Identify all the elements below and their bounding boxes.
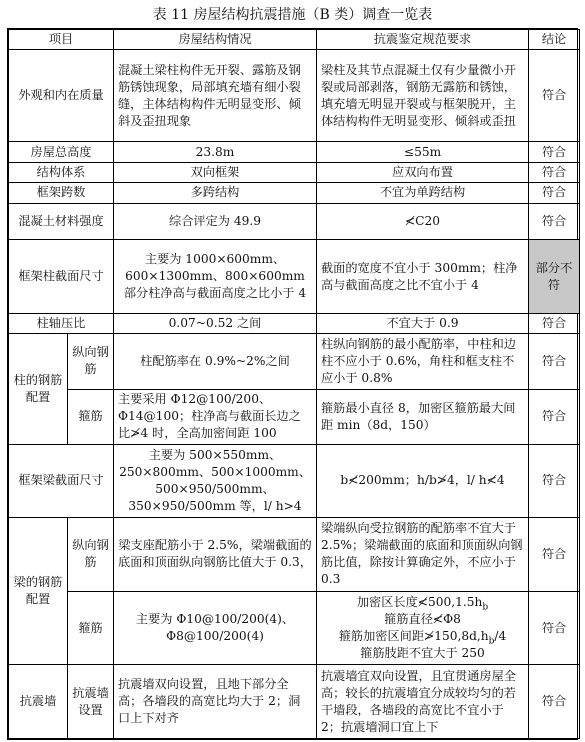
- row-result: 符合: [529, 203, 580, 240]
- table-title: 表 11 房屋结构抗震措施（B 类）调查一览表: [152, 7, 433, 23]
- row-subitem: 箍筋: [68, 591, 114, 665]
- row-status: 双向框架: [114, 162, 317, 182]
- table-row: [9, 162, 580, 182]
- row-group: 抗震墙: [9, 665, 68, 739]
- row-requirement: 抗震墙宜双向设置，且宜贯通房屋全高；较长的抗震墙宜分成较均匀的若干墙段，各墙段的高宽比不宜小于 2；抗震墙洞口宜上下: [317, 665, 529, 739]
- row-subitem: 纵向钢筋: [68, 334, 114, 389]
- table-row: [9, 444, 580, 518]
- header-status: 房屋结构情况: [114, 30, 317, 50]
- row-result: 符合: [529, 334, 580, 389]
- header-row: [9, 30, 580, 50]
- row-group: 梁的钢筋配置: [9, 518, 68, 665]
- row-requirement: 应双向布置: [317, 162, 529, 182]
- row-status: 主要为 1000×600mm、600×1300mm、800×600mm 部分柱净高与截面高度之比小于 4: [114, 240, 317, 314]
- row-status: 柱配筋率在 0.9%~2%之间: [114, 334, 317, 389]
- table-row: [9, 142, 580, 162]
- header-item: 项目: [9, 30, 114, 50]
- row-item: 房屋总高度: [9, 142, 114, 162]
- row-subitem: 纵向钢筋: [68, 518, 114, 592]
- req-line: 箍筋直径≮Φ8: [384, 612, 461, 627]
- row-status: 混凝土梁柱构件无开裂、露筋及钢筋锈蚀现象，局部填充墙有细小裂缝，主体结构构件无明显变形、倾斜及歪扭现象: [114, 50, 317, 142]
- table-row: [9, 518, 580, 592]
- row-requirement: [317, 591, 529, 665]
- table-row: [9, 334, 580, 389]
- row-requirement: 梁柱及其节点混凝土仅有少量微小开裂或局部剥落，钢筋无露筋和锈蚀，填充墙无明显开裂或与框架脱开，主体结构构件无明显变形、倾斜或歪扭: [317, 50, 529, 142]
- row-requirement: 不宜为单跨结构: [317, 183, 529, 203]
- row-status: 梁支座配筋小于 2.5%，梁端截面的底面和顶面纵向钢筋比值大于 0.3，: [114, 518, 317, 592]
- table-row: [9, 50, 580, 142]
- table-row: [9, 389, 580, 444]
- row-requirement: 截面的宽度不宜小于 300mm；柱净高与截面高度之比不宜小于 4: [317, 240, 529, 314]
- table-row: [9, 665, 580, 739]
- row-result: 符合: [529, 591, 580, 665]
- survey-table: [7, 28, 578, 740]
- row-item: 框架跨数: [9, 183, 114, 203]
- table-row: [9, 313, 580, 333]
- row-requirement: 梁端纵向受拉钢筋的配筋率不宜大于 2.5%；梁端截面的底面和顶面纵向钢筋比值，除按计算确定外，不应小于 0.3: [317, 518, 529, 592]
- row-result: 符合: [529, 665, 580, 739]
- req-line: 箍筋加密区间距$≯150,8d,h_b/4$: [338, 629, 507, 647]
- row-requirement: b≮200mm；h/b≯4，l/ h≮4: [317, 444, 529, 518]
- row-requirement: ≤55m: [317, 142, 529, 162]
- row-result: 符合: [529, 518, 580, 592]
- row-requirement: 柱纵向钢筋的最小配筋率，中柱和边柱不应小于 0.6%，角柱和框支柱不应小于 0.8%: [317, 334, 529, 389]
- row-result: 符合: [529, 142, 580, 162]
- row-group: 柱的钢筋配置: [9, 334, 68, 444]
- row-result: 符合: [529, 313, 580, 333]
- req-line: 加密区长度$≮500,1.5h_b$: [356, 595, 489, 613]
- row-status: 主要为 Φ10@100/200(4)、Φ8@100/200(4): [114, 591, 317, 665]
- row-subitem: 箍筋: [68, 389, 114, 444]
- table-row: [9, 183, 580, 203]
- row-result: 符合: [529, 389, 580, 444]
- row-status: 0.07~0.52 之间: [114, 313, 317, 333]
- row-item: 外观和内在质量: [9, 50, 114, 142]
- req-line: 箍筋肢距不宜大于 250: [360, 646, 485, 661]
- row-result: 符合: [529, 444, 580, 518]
- table-row: [9, 240, 580, 314]
- row-status: 综合评定为 49.9: [114, 203, 317, 240]
- table-row: [9, 203, 580, 240]
- row-result: 符合: [529, 162, 580, 182]
- row-item: 结构体系: [9, 162, 114, 182]
- header-conclusion: 结论: [529, 30, 580, 50]
- row-requirement: 箍筋最小直径 8，加密区箍筋最大间距 min（8d，150）: [317, 389, 529, 444]
- row-status: 主要为 500×550mm、250×800mm、500×1000mm、500×950/500mm、350×950/500mm 等，l/ h>4: [114, 444, 317, 518]
- row-item: 混凝土材料强度: [9, 203, 114, 240]
- row-item: 框架柱截面尺寸: [9, 240, 114, 314]
- row-status: 主要采用 Φ12@100/200、Φ14@100；柱净高与截面长边之比≯4 时，全高加密间距 100: [114, 389, 317, 444]
- row-result: 符合: [529, 183, 580, 203]
- row-item: 柱轴压比: [9, 313, 114, 333]
- header-requirement: 抗震鉴定规范要求: [317, 30, 529, 50]
- row-result: 符合: [529, 50, 580, 142]
- row-subitem: 抗震墙设置: [68, 665, 114, 739]
- table-row: [9, 591, 580, 665]
- row-status: 抗震墙双向设置，且地下部分全高；各墙段的高宽比均大于 2；洞口上下对齐: [114, 665, 317, 739]
- row-status: 多跨结构: [114, 183, 317, 203]
- row-requirement: 不宜大于 0.9: [317, 313, 529, 333]
- row-result-partial: 部分不符: [529, 240, 580, 314]
- row-item: 框架梁截面尺寸: [9, 444, 114, 518]
- row-requirement: ≮C20: [317, 203, 529, 240]
- row-status: 23.8m: [114, 142, 317, 162]
